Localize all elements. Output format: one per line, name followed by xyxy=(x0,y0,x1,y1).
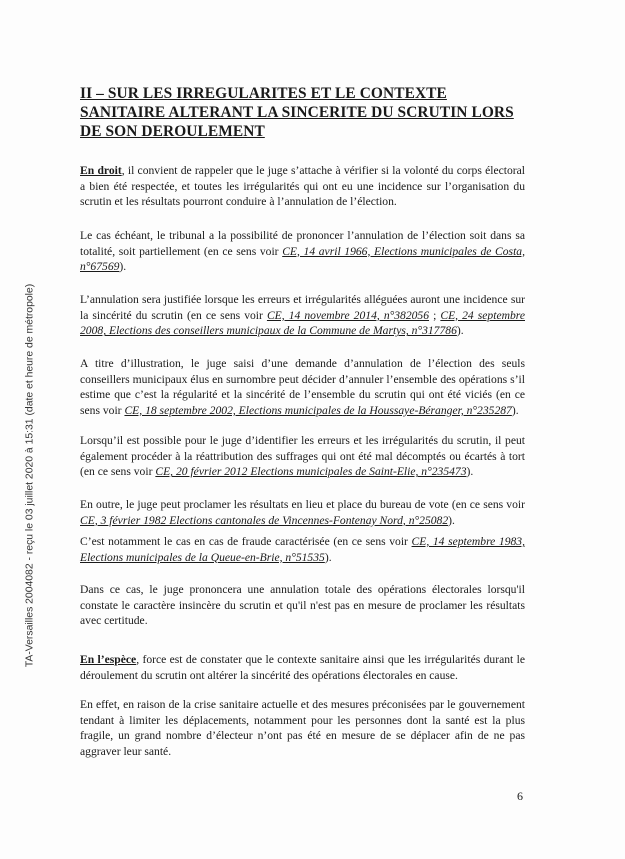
paragraph-text: , force est de constater que le contexte sanitaire ainsi que les irrégularités durant le déroulement du scrutin ont altérer la sincérité des opérations électorales en cause. xyxy=(80,653,525,682)
paragraph-end: ). xyxy=(466,465,474,479)
paragraph-illustration xyxy=(80,356,525,418)
paragraph-end: ). xyxy=(448,513,455,527)
paragraph-text: C’est notamment le cas en cas de fraude caractérisée (en ce sens voir xyxy=(80,535,412,548)
reference-separator: ; xyxy=(429,308,441,322)
paragraph-crise-sanitaire xyxy=(80,697,525,759)
paragraph-text: A titre d’illustration, le juge saisi d’une demande d’annulation de l’élection des seuls conseillers municipaux élus en surnombre peut décider d’annuler l’ensemble des opérations s’il estime que c’est la régularité et la sincérité de l’ensemble du scrutin qui ont été viciés (en ce sens voir xyxy=(80,357,525,417)
page-number: 6 xyxy=(517,789,523,803)
section-heading xyxy=(80,84,525,141)
paragraph-end: ). xyxy=(456,324,464,338)
paragraph-end: ). xyxy=(324,550,332,564)
heading-line-2: SANITAIRE ALTERANT LA SINCERITE DU SCRUTIN LORS xyxy=(80,104,514,121)
case-reference: CE, 14 avril 1966, Elections municipales de Costa, n°67569 xyxy=(80,244,525,274)
paragraph-text: En outre, le juge peut proclamer les résultats en lieu et place du bureau de vote (en ce sens voir xyxy=(80,498,525,511)
paragraph-end: ). xyxy=(511,403,519,417)
paragraph-en-espece xyxy=(80,652,525,683)
case-reference: CE, 14 septembre 1983, Elections municipales de la Queue-en-Brie, n°51535 xyxy=(80,535,526,564)
paragraph-end: ). xyxy=(119,260,127,274)
paragraph-en-droit xyxy=(80,163,525,210)
case-reference: CE, 18 septembre 2002, Elections municipales de la Houssaye-Béranger, n°235287 xyxy=(124,403,512,417)
case-reference: CE, 3 février 1982 Elections cantonales de Vincennes-Fontenay Nord, n°25082 xyxy=(80,513,449,527)
case-reference: CE, 24 septembre 2008, Elections des conseillers municipaux de la Commune de Martys, n°317786 xyxy=(80,308,525,338)
side-receipt-stamp: TA-Versailles 2004082 - reçu le 03 juillet 2020 à 15:31 (date et heure de métropole) xyxy=(24,283,36,668)
paragraph-annulation-partielle xyxy=(80,228,525,275)
paragraph-text: L’annulation sera justifiée lorsque les erreurs et irrégularités alléguées auront une incidence sur la sincérité du scrutin (en ce sens voir xyxy=(80,293,525,322)
heading-line-1: II – SUR LES IRREGULARITES ET LE CONTEXTE xyxy=(80,85,447,102)
paragraph-annulation-totale xyxy=(80,582,525,629)
paragraph-text: Lorsqu’il est possible pour le juge d’identifier les erreurs et les irrégularités du scrutin, il peut également procéder à la réattribution des suffrages qui ont été mal décomptés ou écartés à tort (en ce sens voir xyxy=(80,434,525,479)
paragraph-text: Le cas échéant, le tribunal a la possibilité de prononcer l’annulation de l’élection soit dans sa totalité, soit partiellement (en ce sens voir xyxy=(80,229,525,258)
paragraph-text: , il convient de rappeler que le juge s’attache à vérifier si la volonté du corps électoral a bien été respectée, et toutes les irrégularités qui ont eu une incidence sur l’organisation du scrutin et les résultats pourront conduire à l’annulation de l’élection. xyxy=(80,164,525,209)
paragraph-proclamation xyxy=(80,497,525,528)
lead-en-droit: En droit xyxy=(80,164,122,177)
paragraph-reattribution xyxy=(80,433,525,480)
lead-en-espece: En l’espèce xyxy=(80,653,137,666)
heading-line-3: DE SON DEROULEMENT xyxy=(80,123,265,140)
paragraph-fraude xyxy=(80,534,525,565)
paragraph-text: Dans ce cas, le juge prononcera une annulation totale des opérations électorales lorsqu'il constate le caractère insincère du scrutin et qu'il n'est pas en mesure de proclamer les résultats avec certitude. xyxy=(80,583,525,628)
case-reference: CE, 14 novembre 2014, n°382056 xyxy=(266,308,430,322)
case-reference: CE, 20 février 2012 Elections municipales de Saint-Elie, n°235473 xyxy=(155,465,467,479)
paragraph-incidence-sincerite xyxy=(80,292,525,339)
paragraph-text: En effet, en raison de la crise sanitaire actuelle et des mesures préconisées par le gouvernement tendant à limiter les déplacements, notamment pour les personnes dont la santé est la plus fragile, un grand nombre d’électeur n’ont pas été en mesure de se déplacer afin de ne pas aggraver leur santé. xyxy=(80,698,525,758)
